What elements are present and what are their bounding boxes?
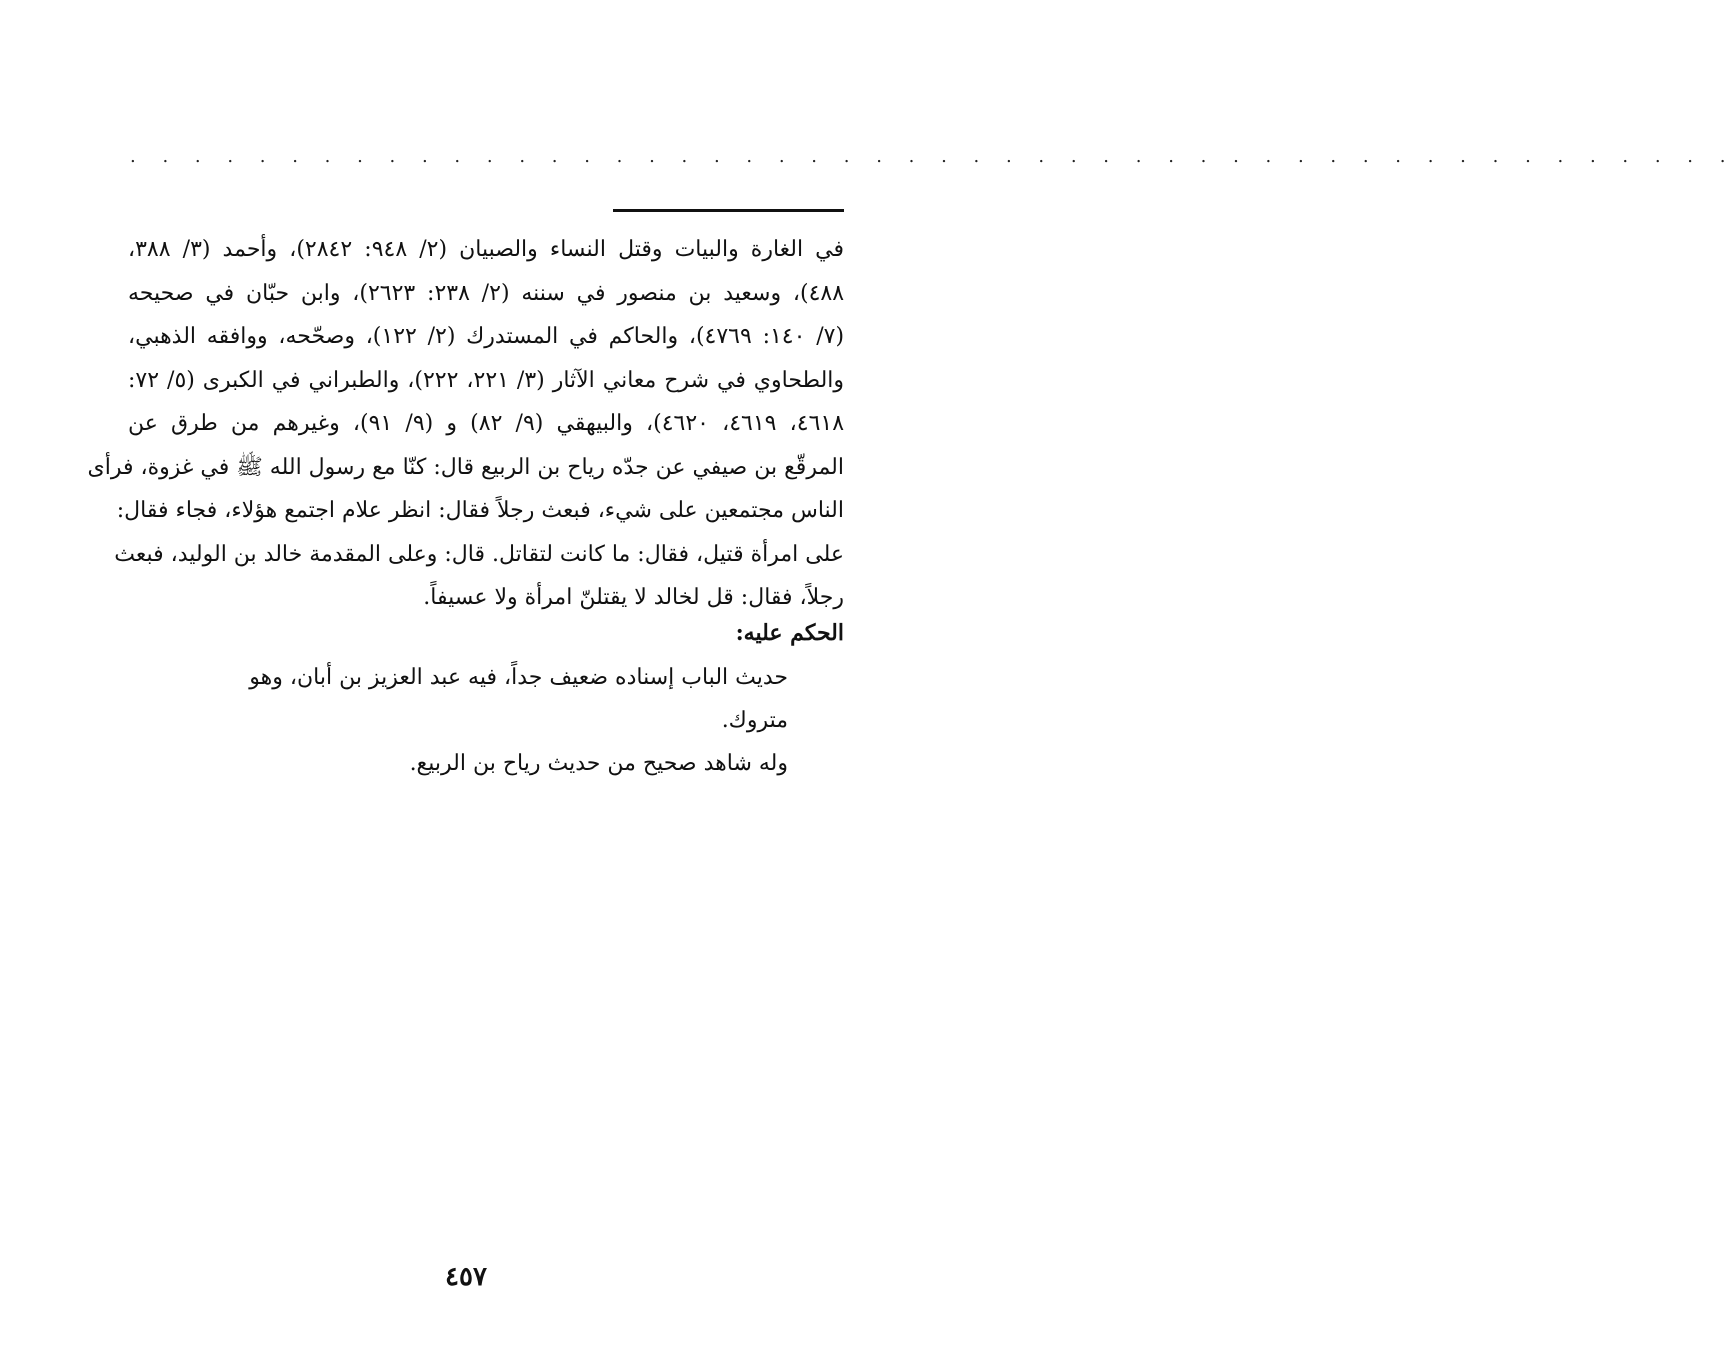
footnote-line: والطحاوي في شرح معاني الآثار (٣/ ٢٢١، ٢٢٢)، والطبراني في الكبرى (٥/ ٧٢: — [128, 367, 845, 393]
footnote-line: الناس مجتمعين على شيء، فبعث رجلاً فقال: انظر علام اجتمع هؤلاء، فجاء فقال: — [116, 498, 844, 523]
footnote-line: (٧/ ١٤٠: ٤٧٦٩)، والحاكم في المستدرك (٢/ ١٢٢)، وصحّحه، ووافقه الذهبي، — [128, 324, 845, 349]
ruling-line: حديث الباب إسناده ضعيف جداً، فيه عبد العزيز بن أبان، وهو متروك. — [249, 665, 788, 733]
footnote-line: في الغارة والبيات وقتل النساء والصبيان (٢/ ٩٤٨: ٢٨٤٢)، وأحمد (٣/ ٣٨٨، — [128, 237, 845, 262]
footnote-rule — [613, 209, 844, 212]
footnote-line: على امرأة قتيل، فقال: ما كانت لتقاتل. قال: وعلى المقدمة خالد بن الوليد، فبعث — [114, 541, 844, 567]
ruling-line: وله شاهد صحيح من حديث رياح بن الربيع. — [409, 751, 788, 776]
page-number: ٤٥٧ — [445, 1262, 487, 1292]
dotted-separator: . . . . . . . . . . . . . . . . . . . . . . . . . . . . . . . . . . . . . . . . . . . . . . . . . . — [130, 146, 1736, 167]
footnote-paragraph — [87, 228, 845, 620]
footnote-line: ٤٦١٨، ٤٦١٩، ٤٦٢٠)، والبيهقي (٩/ ٨٢) و (٩/ ٩١)، وغيرهم من طرق عن — [128, 411, 845, 436]
footnote-line: المرقّع بن صيفي عن جدّه رياح بن الربيع قال: كنّا مع رسول الله ﷺ في غزوة، فرأى — [87, 454, 844, 480]
ruling-heading: الحكم عليه: — [735, 620, 844, 646]
footnote-line: ٤٨٨)، وسعيد بن منصور في سننه (٢/ ٢٣٨: ٢٦٢٣)، وابن حبّان في صحيحه — [128, 280, 845, 306]
ruling-text — [180, 656, 788, 785]
footnote-line: رجلاً، فقال: قل لخالد لا يقتلنّ امرأة ولا عسيفاً. — [423, 585, 844, 610]
